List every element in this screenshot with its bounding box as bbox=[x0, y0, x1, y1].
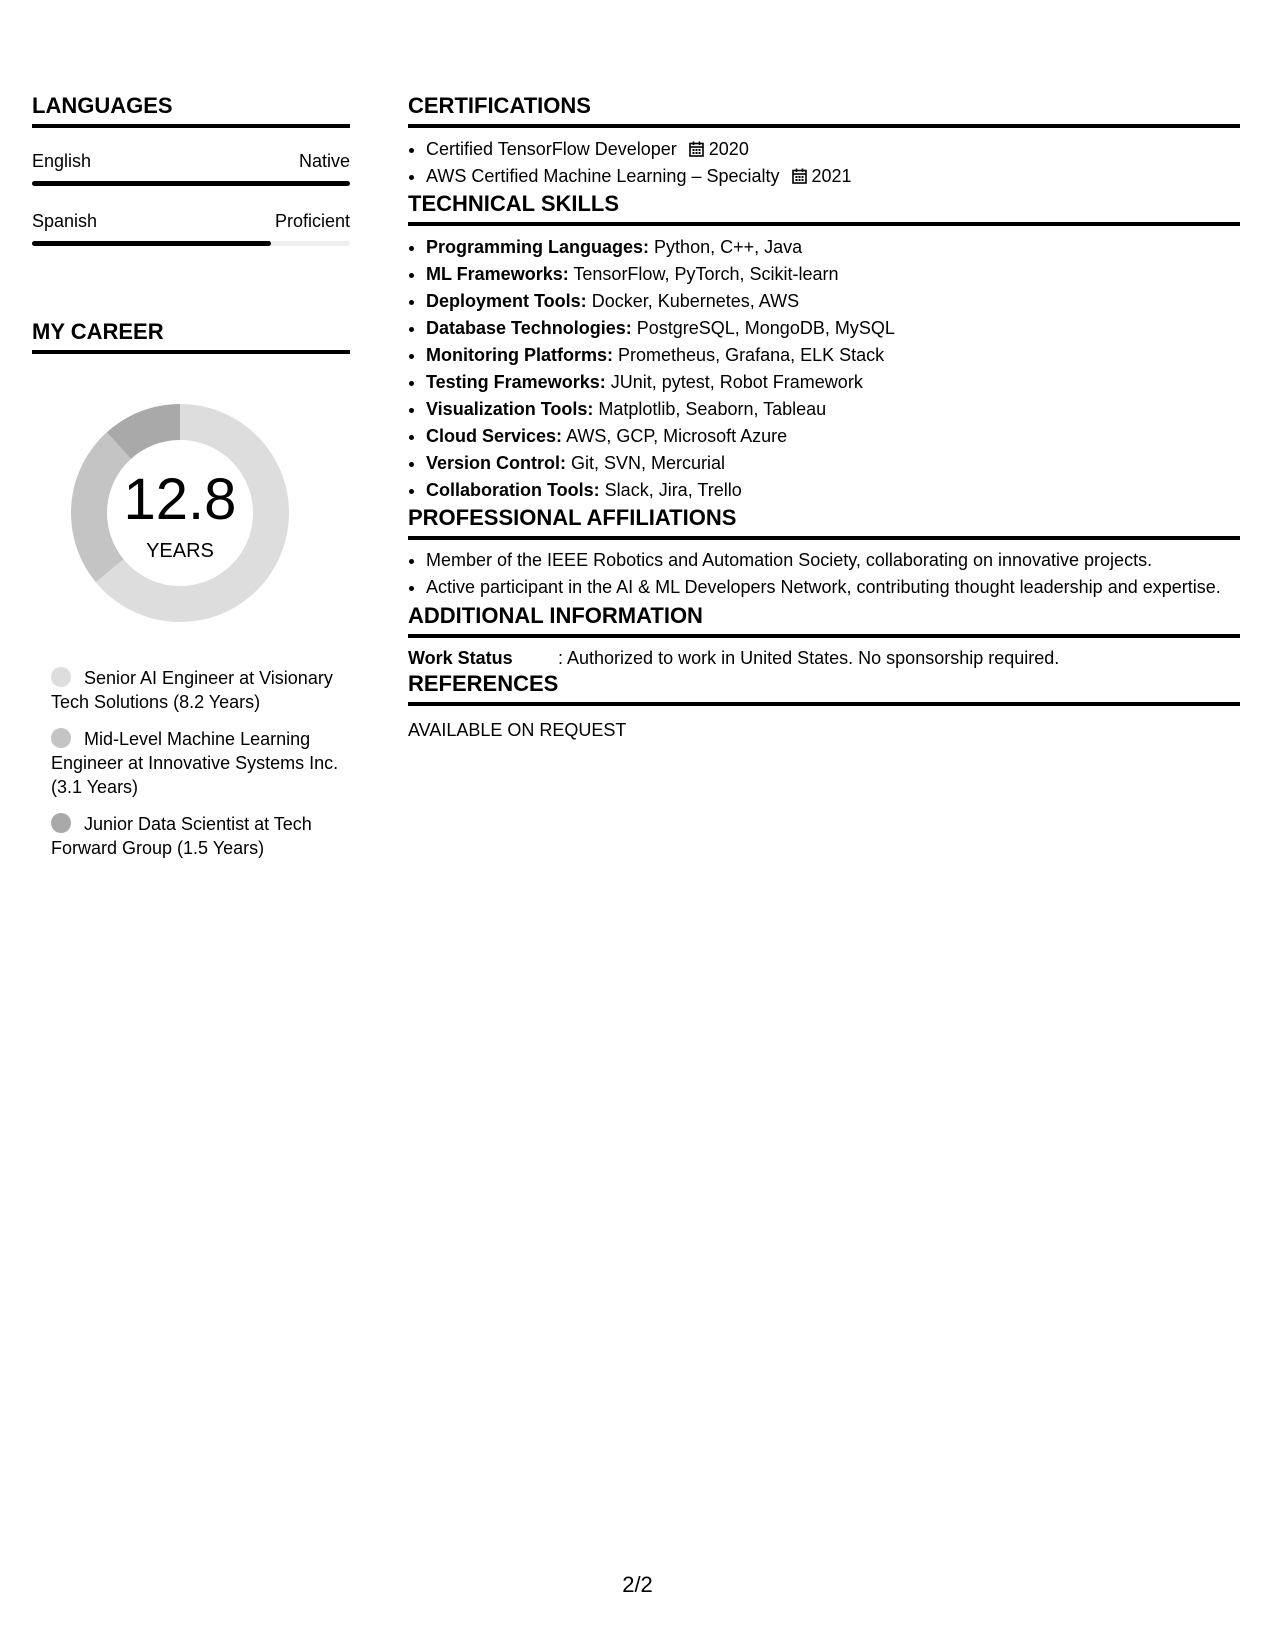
skill-label: Testing Frameworks: bbox=[426, 372, 606, 392]
language-item-english bbox=[32, 150, 350, 186]
skill-item bbox=[426, 315, 1240, 342]
certification-year: 2020 bbox=[708, 139, 749, 159]
certifications-list bbox=[408, 136, 1240, 190]
skill-value: TensorFlow, PyTorch, Scikit-learn bbox=[573, 264, 839, 284]
page-number: 2/2 bbox=[622, 1572, 653, 1597]
language-proficiency-fill bbox=[32, 241, 271, 246]
affiliation-item: • Member of the IEEE Robotics and Automation Society, collaborating on innovative projects. bbox=[426, 548, 1240, 572]
skill-value: PostgreSQL, MongoDB, MySQL bbox=[636, 318, 895, 338]
skill-item bbox=[426, 450, 1240, 477]
skill-label: ML Frameworks: bbox=[426, 264, 569, 284]
language-name: English bbox=[32, 151, 92, 171]
skill-label: Cloud Services: bbox=[426, 426, 563, 446]
career-years-unit: YEARS bbox=[146, 540, 214, 562]
skill-label: Database Technologies: bbox=[426, 318, 632, 338]
skill-label: Programming Languages: bbox=[426, 237, 650, 257]
work-status-value: : Authorized to work in United States. No sponsorship required. bbox=[558, 648, 1060, 668]
languages-title: LANGUAGES bbox=[32, 92, 350, 128]
career-item bbox=[51, 666, 341, 714]
skill-item bbox=[426, 369, 1240, 396]
language-level: Proficient bbox=[274, 211, 350, 231]
language-proficiency-bar bbox=[32, 241, 350, 246]
skill-value: Python, C++, Java bbox=[654, 237, 803, 257]
technical-skills-title: TECHNICAL SKILLS bbox=[408, 190, 1240, 226]
career-legend-dot bbox=[51, 813, 71, 833]
skill-value: JUnit, pytest, Robot Framework bbox=[610, 372, 863, 392]
career-total-years: 12.8 bbox=[123, 467, 237, 532]
references-title: REFERENCES bbox=[408, 670, 1240, 706]
language-proficiency-fill bbox=[32, 181, 350, 186]
calendar-icon bbox=[792, 168, 807, 184]
certification-item bbox=[426, 136, 1240, 163]
work-status-label: Work Status bbox=[408, 648, 513, 668]
right-column bbox=[408, 92, 1240, 742]
skill-value: Slack, Jira, Trello bbox=[604, 480, 742, 500]
calendar-icon bbox=[689, 141, 704, 157]
skill-item bbox=[426, 423, 1240, 450]
technical-skills-list bbox=[408, 234, 1240, 504]
skill-label: Version Control: bbox=[426, 453, 567, 473]
language-level: Native bbox=[298, 151, 350, 171]
certification-name: AWS Certified Machine Learning – Specialty bbox=[426, 166, 780, 186]
career-title: MY CAREER bbox=[32, 318, 350, 354]
skill-item bbox=[426, 261, 1240, 288]
certification-name: Certified TensorFlow Developer bbox=[426, 139, 677, 159]
career-legend-dot bbox=[51, 667, 71, 687]
skill-value: Docker, Kubernetes, AWS bbox=[591, 291, 800, 311]
skill-item bbox=[426, 396, 1240, 423]
skill-value: Prometheus, Grafana, ELK Stack bbox=[618, 345, 885, 365]
language-item-spanish bbox=[32, 210, 350, 246]
certification-item bbox=[426, 163, 1240, 190]
affiliations-title: PROFESSIONAL AFFILIATIONS bbox=[408, 504, 1240, 540]
affiliations-list bbox=[408, 548, 1240, 599]
skill-item bbox=[426, 342, 1240, 369]
skill-label: Collaboration Tools: bbox=[426, 480, 600, 500]
skill-value: AWS, GCP, Microsoft Azure bbox=[566, 426, 788, 446]
skill-label: Monitoring Platforms: bbox=[426, 345, 613, 365]
skill-item bbox=[426, 234, 1240, 261]
career-item-text: Junior Data Scientist at Tech Forward Group (1.5 Years) bbox=[51, 814, 312, 858]
career-item-text: Senior AI Engineer at Visionary Tech Solutions (8.2 Years) bbox=[51, 668, 333, 712]
career-item bbox=[51, 812, 341, 860]
language-proficiency-bar bbox=[32, 181, 350, 186]
additional-info-title: ADDITIONAL INFORMATION bbox=[408, 602, 1240, 638]
career-item bbox=[51, 727, 341, 799]
skill-label: Visualization Tools: bbox=[426, 399, 594, 419]
skill-value: Matplotlib, Seaborn, Tableau bbox=[598, 399, 827, 419]
skill-item bbox=[426, 477, 1240, 504]
affiliation-item: • Active participant in the AI & ML Developers Network, contributing thought leadership and expertise. bbox=[426, 575, 1240, 599]
skill-label: Deployment Tools: bbox=[426, 291, 587, 311]
references-text: AVAILABLE ON REQUEST bbox=[408, 720, 627, 740]
career-legend-dot bbox=[51, 728, 71, 748]
work-status-row bbox=[408, 646, 1240, 670]
certification-year: 2021 bbox=[811, 166, 852, 186]
skill-value: Git, SVN, Mercurial bbox=[571, 453, 726, 473]
career-list bbox=[51, 666, 341, 860]
career-donut-segment-2 bbox=[119, 422, 180, 446]
certifications-title: CERTIFICATIONS bbox=[408, 92, 1240, 128]
career-donut-chart bbox=[65, 398, 295, 628]
left-column bbox=[32, 92, 350, 873]
skill-item bbox=[426, 288, 1240, 315]
language-name: Spanish bbox=[32, 211, 98, 231]
career-item-text: Mid-Level Machine Learning Engineer at Innovative Systems Inc. (3.1 Years) bbox=[51, 729, 339, 797]
